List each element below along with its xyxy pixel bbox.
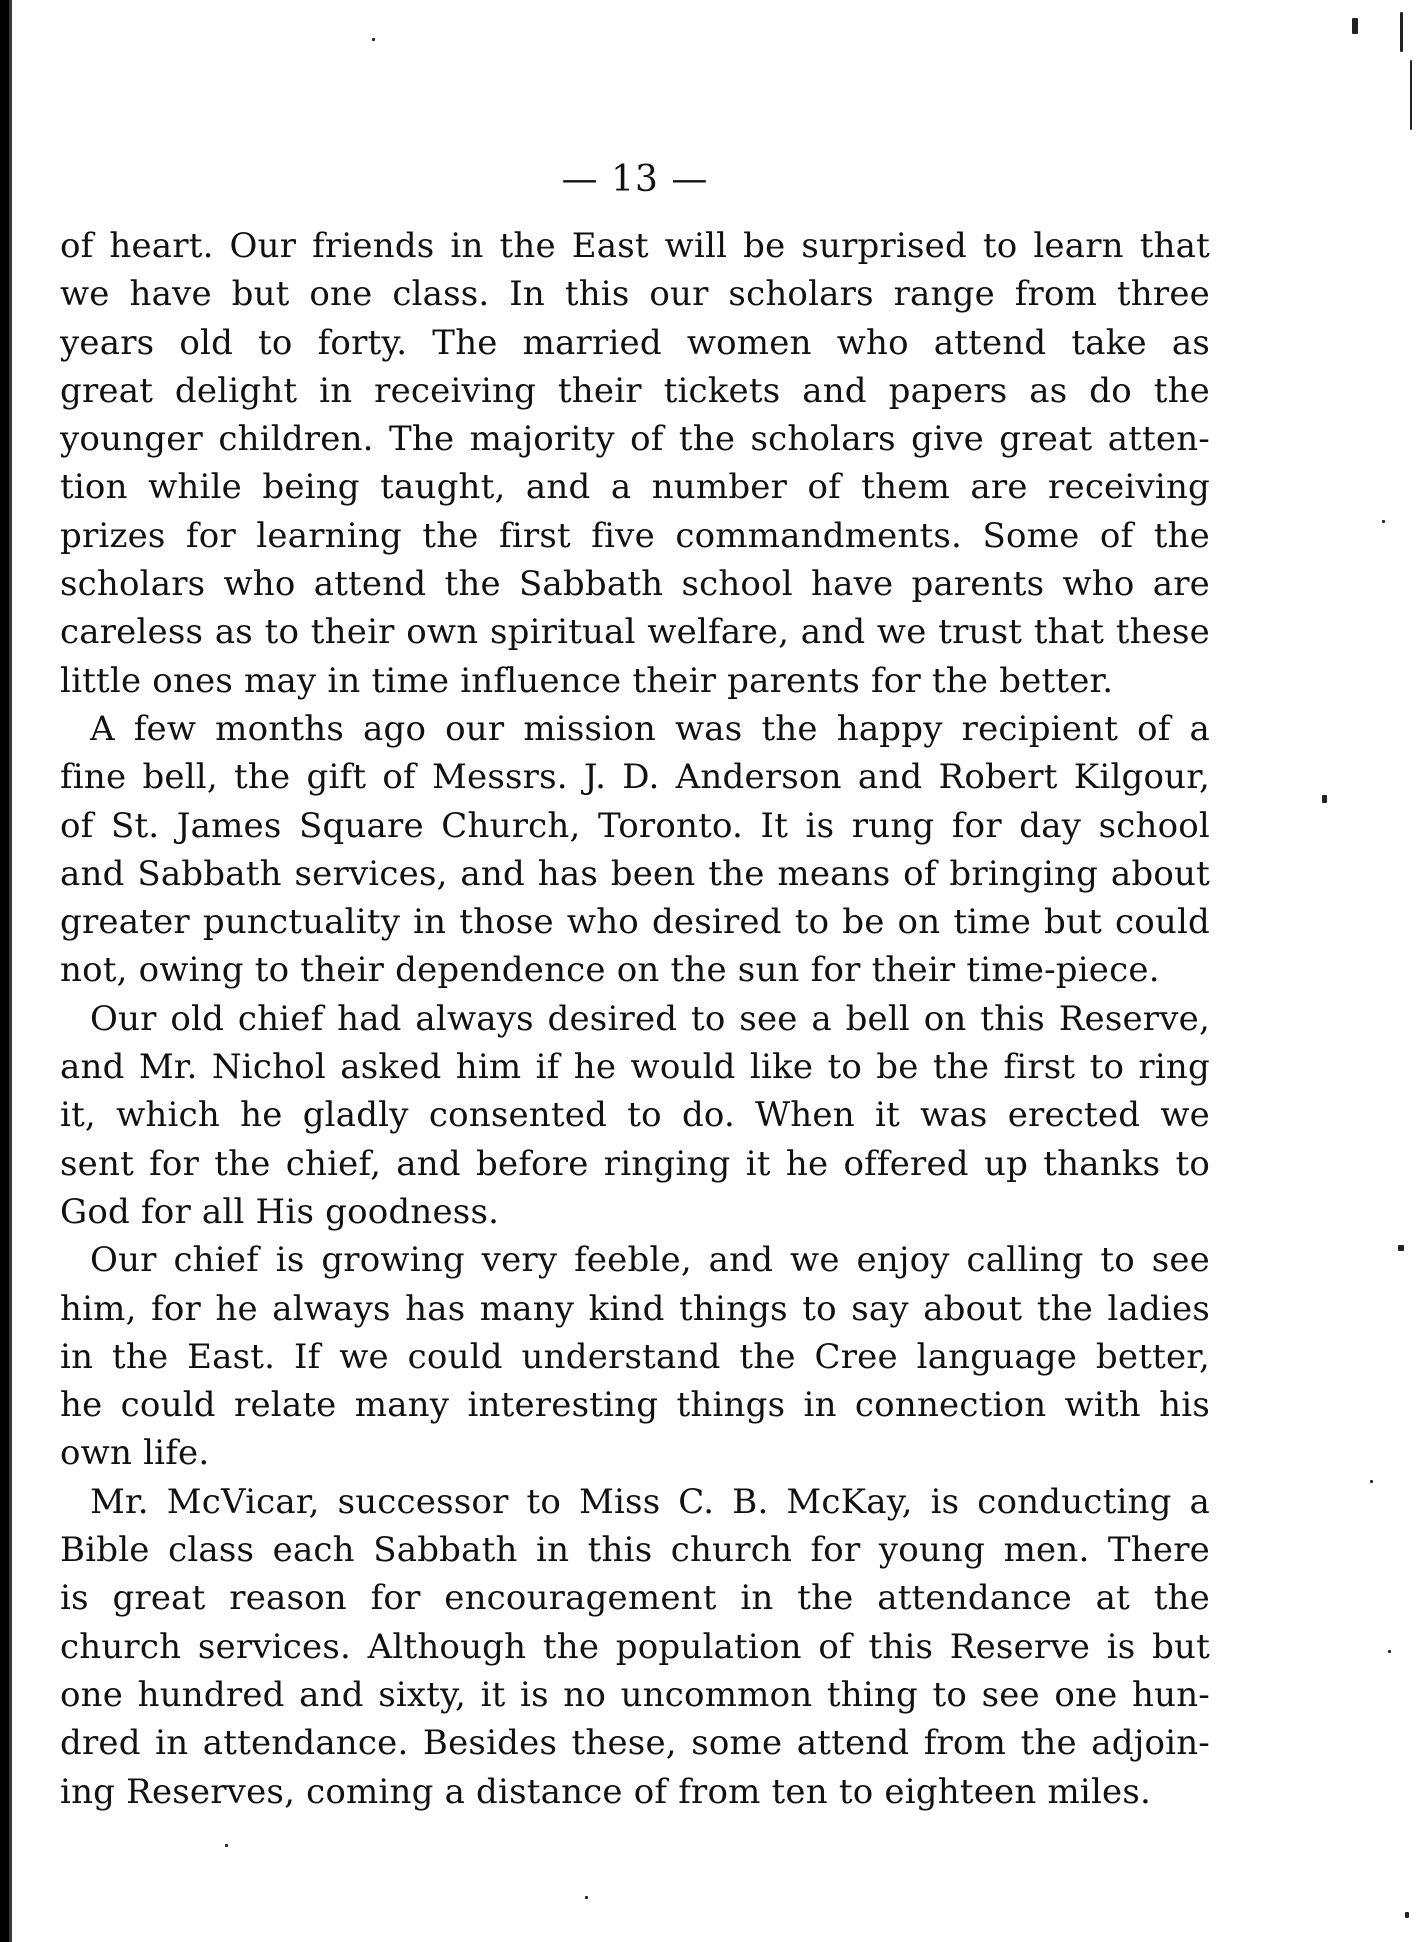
- text-line: little ones may in time influence their parents for the better.: [60, 660, 1114, 701]
- scan-speck: [1405, 1912, 1409, 1918]
- scan-speck: [1400, 12, 1403, 52]
- text-line: Our chief is growing very feeble, and we enjoy calling to see: [90, 1240, 1210, 1281]
- page-number: — 13 —: [561, 159, 709, 200]
- text-line: Bible class each Sabbath in this church for young men. There: [60, 1530, 1210, 1571]
- text-line: greater punctuality in those who desired to be on time but could: [60, 902, 1210, 943]
- text-line: God for all His goodness.: [60, 1191, 500, 1232]
- scan-speck: [1388, 1650, 1391, 1653]
- text-line: and Sabbath services, and has been the means of bringing about: [60, 853, 1210, 894]
- text-line: fine bell, the gift of Messrs. J. D. Anderson and Robert Kilgour,: [60, 757, 1210, 798]
- text-line: one hundred and sixty, it is no uncommon thing to see one hun-: [60, 1674, 1210, 1715]
- text-line: we have but one class. In this our scholars range from three: [60, 274, 1210, 315]
- text-line: younger children. The majority of the scholars give great atten-: [60, 419, 1210, 460]
- text-line: he could relate many interesting things in connection with his: [60, 1385, 1210, 1426]
- text-line: own life.: [60, 1433, 210, 1474]
- paragraph-5: [60, 1478, 1210, 1816]
- text-line: is great reason for encouragement in the attendance at the: [60, 1578, 1210, 1619]
- scan-left-border: [0, 0, 9, 1942]
- text-line: of heart. Our friends in the East will be surprised to learn that: [60, 226, 1210, 266]
- document-page: [60, 160, 1210, 1816]
- paragraph-3: [60, 995, 1210, 1236]
- text-line: years old to forty. The married women who attend take as: [60, 322, 1210, 363]
- text-line: Mr. McVicar, successor to Miss C. B. McKay, is conducting a: [90, 1481, 1210, 1522]
- paragraph-2: [60, 705, 1210, 995]
- scan-speck: [1382, 520, 1385, 523]
- text-line: it, which he gladly consented to do. When it was erected we: [60, 1095, 1210, 1136]
- text-line: church services. Although the population of this Reserve is but: [60, 1626, 1210, 1667]
- scan-speck: [1322, 795, 1327, 803]
- scan-left-border-shadow: [9, 0, 12, 1942]
- text-line: tion while being taught, and a number of them are receiving: [60, 467, 1210, 508]
- scan-speck: [372, 38, 375, 41]
- text-line: dred in attendance. Besides these, some attend from the adjoin-: [60, 1723, 1210, 1764]
- text-line: careless as to their own spiritual welfare, and we trust that these: [60, 612, 1210, 653]
- text-line: of St. James Square Church, Toronto. It is rung for day school: [60, 805, 1210, 846]
- text-line: sent for the chief, and before ringing it he offered up thanks to: [60, 1143, 1210, 1184]
- text-line: and Mr. Nichol asked him if he would like to be the first to ring: [60, 1047, 1210, 1088]
- scan-speck: [1410, 60, 1412, 130]
- scan-speck: [225, 1844, 228, 1847]
- text-line: him, for he always has many kind things to say about the ladies: [60, 1288, 1210, 1329]
- scan-speck: [585, 1896, 588, 1899]
- text-line: A few months ago our mission was the happy recipient of a: [90, 708, 1210, 749]
- text-line: prizes for learning the first five commandments. Some of the: [60, 515, 1210, 556]
- text-line: great delight in receiving their tickets and papers as do the: [60, 370, 1210, 411]
- scan-speck: [1398, 1245, 1404, 1251]
- scan-speck: [1370, 1480, 1373, 1483]
- text-line: Our old chief had always desired to see a bell on this Reserve,: [90, 998, 1210, 1039]
- text-line: scholars who attend the Sabbath school have parents who are: [60, 564, 1210, 605]
- text-line: ing Reserves, coming a distance of from ten to eighteen miles.: [60, 1771, 1152, 1812]
- paragraph-1: [60, 222, 1210, 705]
- paragraph-4: [60, 1236, 1210, 1477]
- text-line: in the East. If we could understand the Cree language better,: [60, 1336, 1210, 1377]
- text-line: not, owing to their dependence on the sun for their time-piece.: [60, 950, 1160, 991]
- scan-speck: [1352, 18, 1358, 34]
